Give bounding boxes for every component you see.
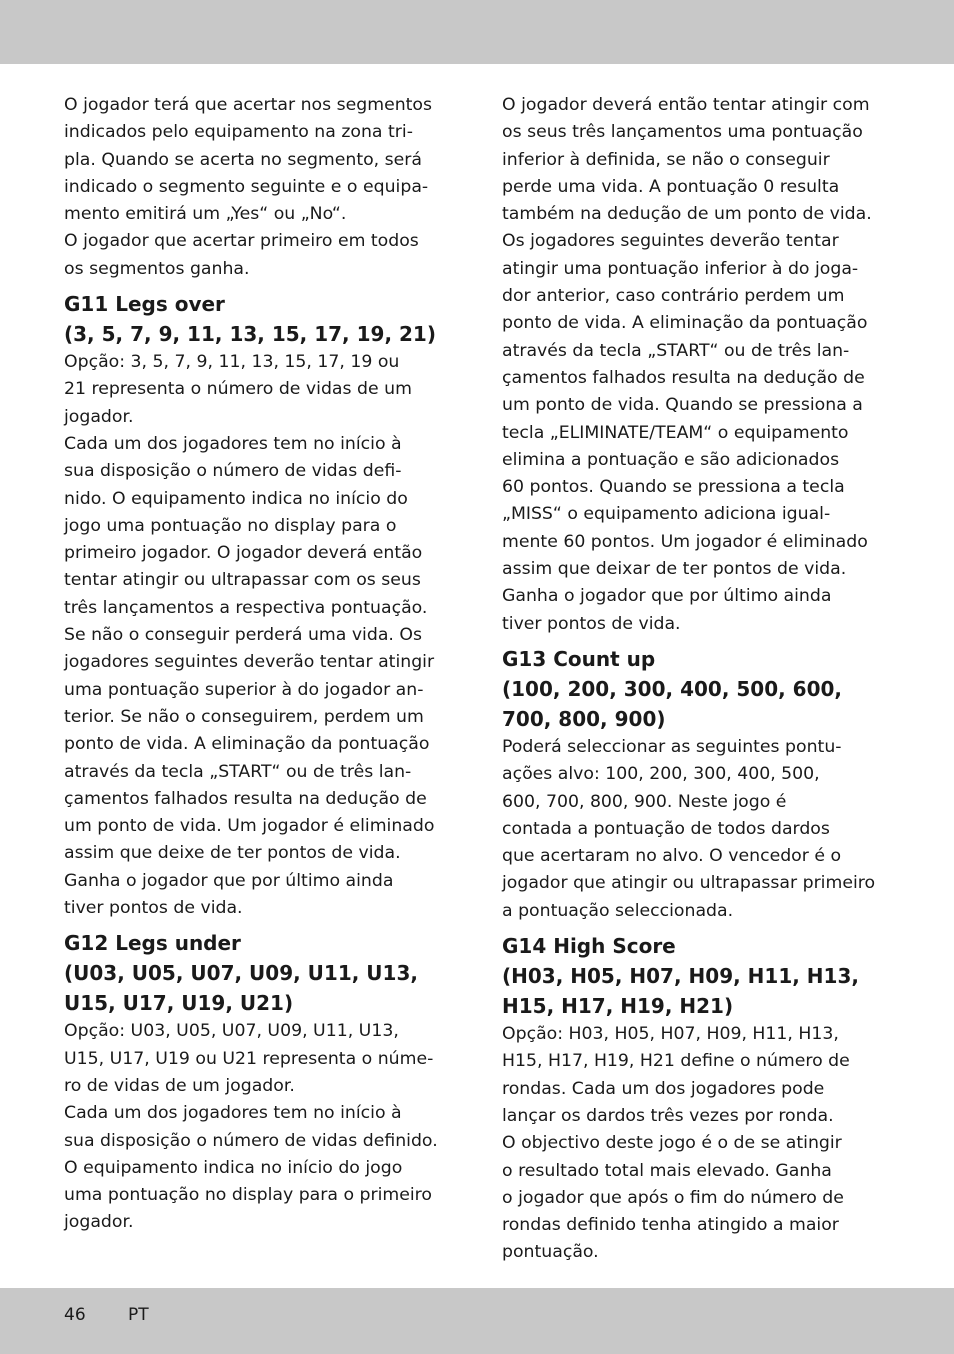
text-line: que acertaram no alvo. O vencedor é o	[502, 846, 842, 867]
right-column	[502, 92, 897, 1267]
text-line: terior. Se não o conseguirem, perdem um	[64, 706, 424, 727]
text-line: contada a pontuação de todos dardos	[502, 818, 830, 839]
text-line: elimina a pontuação e são adicionados	[502, 449, 840, 470]
text-line: um ponto de vida. Um jogador é eliminado	[64, 816, 435, 837]
text-line: ro de vidas de um jogador.	[64, 1075, 295, 1096]
text-line: pla. Quando se acerta no segmento, será	[64, 149, 423, 170]
text-line: O jogador deverá então tentar atingir com	[502, 95, 870, 115]
text-line: „MISS“ o equipamento adiciona igual-	[502, 504, 831, 525]
text-line: jogador.	[64, 1212, 134, 1233]
text-line: sua disposição o número de vidas definido.	[64, 1130, 438, 1151]
text-line: assim que deixar de ter pontos de vida.	[502, 559, 847, 580]
text-line: Se não o conseguir perderá uma vida. Os	[64, 625, 422, 646]
text-line: Os jogadores seguintes deverão tentar	[502, 231, 839, 252]
text-line: Poderá seleccionar as seguintes pontu-	[502, 736, 842, 757]
text-line: 21 representa o número de vidas de um	[64, 379, 412, 400]
text-line: indicados pelo equipamento na zona tri-	[64, 122, 413, 143]
text-line: tiver pontos de vida.	[64, 898, 243, 919]
header-band	[0, 0, 954, 64]
heading-line: (U03, U05, U07, U09, U11, U13,	[64, 961, 418, 986]
text-line: H15, H17, H19, H21 define o número de	[502, 1051, 850, 1072]
text-line: primeiro jogador. O jogador deverá então	[64, 543, 423, 564]
text-line: ações alvo: 100, 200, 300, 400, 500,	[502, 764, 820, 785]
text-line: lançar os dardos três vezes por ronda.	[502, 1105, 834, 1126]
text-line: a pontuação seleccionada.	[502, 900, 734, 921]
text-line: nido. O equipamento indica no início do	[64, 488, 408, 509]
text-line: dor anterior, caso contrário perdem um	[502, 286, 845, 307]
text-line: Ganha o jogador que por último ainda	[502, 586, 832, 607]
section-heading	[64, 289, 459, 349]
text-line: 600, 700, 800, 900. Neste jogo é	[502, 791, 787, 812]
paragraph	[64, 349, 459, 922]
text-line: O jogador terá que acertar nos segmentos	[64, 95, 433, 115]
text-line: jogo uma pontuação no display para o	[64, 515, 397, 536]
heading-line: 700, 800, 900)	[502, 706, 666, 731]
heading-line: G13 Count up	[502, 646, 656, 671]
text-line: ponto de vida. A eliminação da pontuação	[502, 313, 868, 334]
section-heading	[502, 644, 897, 734]
text-line: o resultado total mais elevado. Ganha	[502, 1160, 832, 1181]
text-line: O equipamento indica no início do jogo	[64, 1157, 403, 1178]
text-line: assim que deixe de ter pontos de vida.	[64, 843, 401, 864]
paragraph	[64, 92, 459, 283]
text-line: um ponto de vida. Quando se pressiona a	[502, 395, 863, 416]
text-line: sua disposição o número de vidas defi-	[64, 461, 402, 482]
text-line: através da tecla „START“ ou de três lan-	[502, 340, 850, 361]
text-line: tecla „ELIMINATE/TEAM“ o equipamento	[502, 422, 849, 443]
text-line: os seus três lançamentos uma pontuação	[502, 122, 863, 143]
text-line: rondas. Cada um dos jogadores pode	[502, 1078, 825, 1099]
text-line: ponto de vida. A eliminação da pontuação	[64, 734, 430, 755]
paragraph	[502, 92, 897, 638]
text-line: jogadores seguintes deverão tentar atingir	[64, 652, 435, 673]
text-line: Opção: 3, 5, 7, 9, 11, 13, 15, 17, 19 ou	[64, 352, 400, 373]
text-line: tentar atingir ou ultrapassar com os seus	[64, 570, 421, 591]
text-line: çamentos falhados resulta na dedução de	[64, 788, 427, 809]
text-line: tiver pontos de vida.	[502, 613, 681, 634]
heading-line: G11 Legs over	[64, 292, 225, 317]
text-line: três lançamentos a respectiva pontuação.	[64, 597, 428, 618]
text-line: os segmentos ganha.	[64, 258, 250, 279]
text-line: Ganha o jogador que por último ainda	[64, 870, 394, 891]
heading-line: U15, U17, U19, U21)	[64, 991, 294, 1016]
text-line: çamentos falhados resulta na dedução de	[502, 367, 865, 388]
text-line: o jogador que após o fim do número de	[502, 1187, 844, 1208]
text-line: Cada um dos jogadores tem no início à	[64, 433, 402, 454]
paragraph	[502, 734, 897, 925]
heading-line: H15, H17, H19, H21)	[502, 994, 734, 1019]
text-line: U15, U17, U19 ou U21 representa o núme-	[64, 1048, 434, 1069]
text-line: uma pontuação superior à do jogador an-	[64, 679, 424, 700]
text-line: O objectivo deste jogo é o de se atingir	[502, 1133, 842, 1154]
left-column	[64, 92, 459, 1237]
text-line: inferior à definida, se não o conseguir	[502, 149, 830, 170]
text-line: indicado o segmento seguinte e o equipa-	[64, 176, 429, 197]
text-line: através da tecla „START“ ou de três lan-	[64, 761, 412, 782]
section-heading	[64, 928, 459, 1018]
text-line: jogador que atingir ou ultrapassar primeiro	[502, 873, 876, 894]
heading-line: G12 Legs under	[64, 931, 241, 956]
heading-line: G14 High Score	[502, 934, 676, 959]
text-line: mente 60 pontos. Um jogador é eliminado	[502, 531, 868, 552]
heading-line: (H03, H05, H07, H09, H11, H13,	[502, 964, 859, 989]
paragraph	[502, 1021, 897, 1267]
text-line: mento emitirá um „Yes“ ou „No“.	[64, 204, 347, 225]
text-line: pontuação.	[502, 1242, 599, 1263]
language-code: PT	[128, 1305, 149, 1325]
text-line: também na dedução de um ponto de vida.	[502, 204, 872, 225]
text-line: O jogador que acertar primeiro em todos	[64, 231, 419, 252]
text-line: Cada um dos jogadores tem no início à	[64, 1103, 402, 1124]
paragraph	[64, 1018, 459, 1236]
text-line: Opção: H03, H05, H07, H09, H11, H13,	[502, 1024, 839, 1045]
section-heading	[502, 931, 897, 1021]
text-line: Opção: U03, U05, U07, U09, U11, U13,	[64, 1021, 399, 1042]
text-line: uma pontuação no display para o primeiro	[64, 1185, 432, 1206]
text-line: 60 pontos. Quando se pressiona a tecla	[502, 477, 845, 498]
heading-line: (3, 5, 7, 9, 11, 13, 15, 17, 19, 21)	[64, 322, 436, 347]
page-number: 46	[64, 1305, 86, 1325]
text-line: atingir uma pontuação inferior à do joga-	[502, 258, 859, 279]
heading-line: (100, 200, 300, 400, 500, 600,	[502, 676, 843, 701]
text-line: jogador.	[64, 406, 134, 427]
text-line: rondas definido tenha atingido a maior	[502, 1215, 839, 1236]
text-line: perde uma vida. A pontuação 0 resulta	[502, 176, 840, 197]
